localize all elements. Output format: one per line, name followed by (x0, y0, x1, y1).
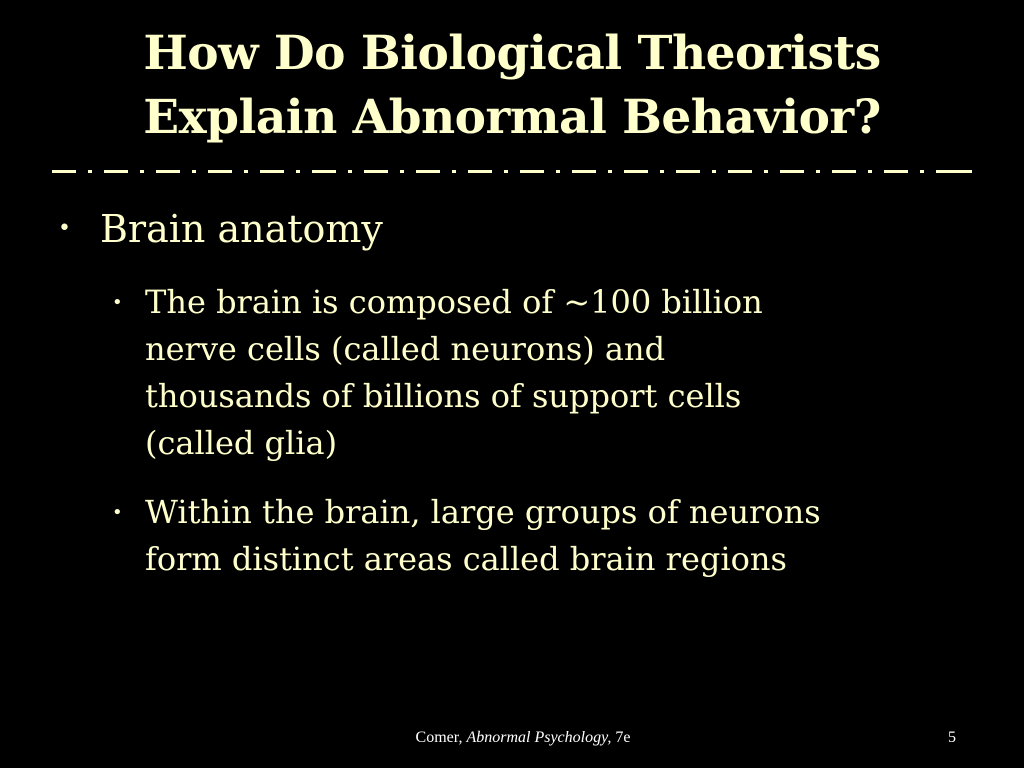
divider-dash (780, 170, 804, 173)
divider-dot (348, 170, 352, 173)
divider-dot (244, 170, 248, 173)
divider-dot (868, 170, 872, 173)
divider-dash (624, 170, 648, 173)
divider-dot (712, 170, 716, 173)
divider-dash (364, 170, 388, 173)
divider-dot (504, 170, 508, 173)
divider-dot (88, 170, 92, 173)
divider-dot (920, 170, 924, 173)
divider-dash (52, 170, 76, 173)
divider-dash (948, 170, 972, 173)
divider-dash (468, 170, 492, 173)
page-number: 5 (948, 729, 956, 746)
divider-dash (156, 170, 180, 173)
sub-bullet-2-line-2: form distinct areas called brain regions (145, 540, 787, 578)
divider-dash (104, 170, 128, 173)
bullet-brain-anatomy: Brain anatomy (100, 207, 383, 251)
divider-dash (312, 170, 336, 173)
sub-bullet-dot-2: • (112, 502, 123, 523)
sub-bullet-1-line-4: (called glia) (145, 424, 338, 462)
divider-dash (416, 170, 440, 173)
title-line-2: Explain Abnormal Behavior? (143, 90, 881, 145)
divider-dot (608, 170, 612, 173)
divider-dot (660, 170, 664, 173)
footer-author: Comer, (415, 729, 467, 746)
divider-dash (520, 170, 544, 173)
sub-bullet-1-line-2: nerve cells (called neurons) and (145, 330, 666, 368)
divider-dash (728, 170, 752, 173)
footer-edition: 7e (611, 729, 631, 746)
title-divider (52, 168, 972, 176)
divider-dot (400, 170, 404, 173)
title-line-1: How Do Biological Theorists (143, 26, 881, 81)
divider-dot (816, 170, 820, 173)
divider-dash (832, 170, 856, 173)
divider-dot (192, 170, 196, 173)
divider-dash (572, 170, 596, 173)
footer-citation (0, 728, 1024, 748)
divider-dot (140, 170, 144, 173)
sub-bullet-1 (145, 279, 975, 467)
footer-book-title: Abnormal Psychology, (466, 729, 612, 746)
sub-bullet-dot-1: • (112, 292, 123, 313)
sub-bullet-1-line-1: The brain is composed of ~100 billion (145, 283, 763, 321)
bullet-dot: • (58, 216, 71, 241)
sub-bullet-1-line-3: thousands of billions of support cells (145, 377, 742, 415)
sub-bullet-2 (145, 489, 975, 583)
divider-dash (884, 170, 908, 173)
divider-dash (208, 170, 232, 173)
divider-dash (260, 170, 284, 173)
divider-dot (296, 170, 300, 173)
sub-bullet-2-line-1: Within the brain, large groups of neurons (145, 493, 821, 531)
divider-dash (676, 170, 700, 173)
divider-dot (764, 170, 768, 173)
divider-dot (452, 170, 456, 173)
slide-title (0, 22, 1024, 150)
divider-dot (556, 170, 560, 173)
